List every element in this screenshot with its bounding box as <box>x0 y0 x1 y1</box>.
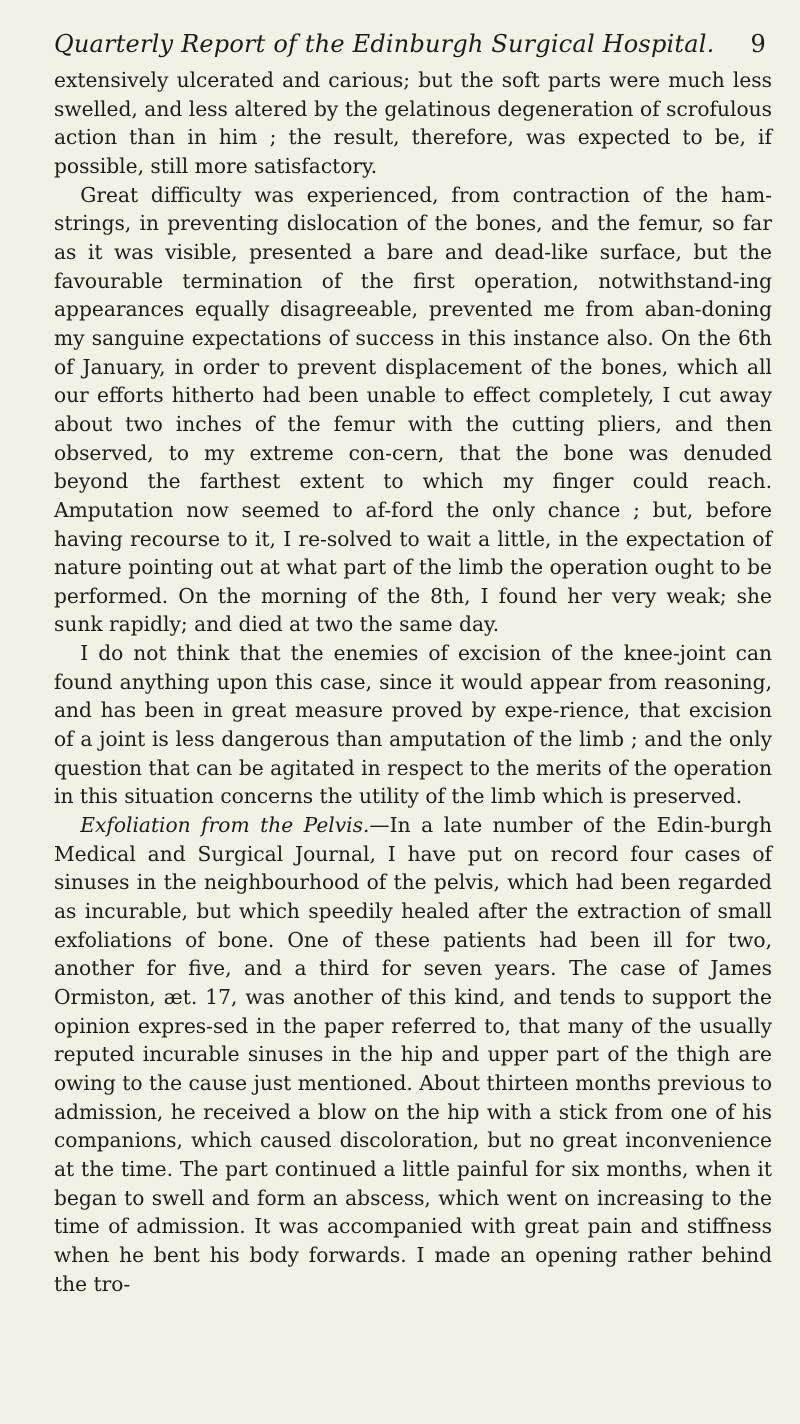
paragraph-1: extensively ulcerated and carious; but the soft parts were much less swelled, and less altered by the gelatinous degeneration of scrofulous action than in him ; the result, therefore, was expected to be, if possible, still more satisfactory. <box>54 68 772 178</box>
book-page <box>54 30 772 1410</box>
paragraph-2: Great difficulty was experienced, from contraction of the ham-strings, in preventing dislocation of the bones, and the femur, so far as it was visible, presented a bare and dead-like surface, but the favourable termination of the first operation, notwithstand-ing appearances equally disagreeable, prevented me from aban-doning my sanguine expectations of success in this instance also. On the 6th of January, in order to prevent displacement of the bones, which all our efforts hitherto had been unable to effect completely, I cut away about two inches of the femur with the cutting pliers, and then observed, to my extreme con-cern, that the bone was denuded beyond the farthest extent to which my finger could reach. Amputation now seemed to af-ford the only chance ; but, before having recourse to it, I re-solved to wait a little, in the expectation of nature pointing out at what part of the limb the operation ought to be performed. On the morning of the 8th, I found her very weak; she sunk rapidly; and died at two the same day. <box>54 182 772 637</box>
running-title: Quarterly Report of the Edinburgh Surgical Hospital. <box>54 30 715 58</box>
paragraph-4-text: —In a late number of the Edin-burgh Medical and Surgical Journal, I have put on record four cases of sinuses in the neighbourhood of the pelvis, which had been regarded as incurable, but which speedily healed after the extraction of small exfoliations of bone. One of these patients had been ill for two, another for five, and a third for seven years. The case of James Ormiston, æt. 17, was another of this kind, and tends to support the opinion expres-sed in the paper referred to, that many of the usually reputed incurable sinuses in the hip and upper part of the thigh are owing to the cause just mentioned. About thirteen months previous to admission, he received a blow on the hip with a stick from one of his companions, which caused discoloration, but no great inconvenience at the time. The part continued a little painful for six months, when it began to swell and form an abscess, which went on increasing to the time of admission. It was accompanied with great pain and stiffness when he bent his body forwards. I made an opening rather behind the tro- <box>54 813 773 1296</box>
page-number: 9 <box>750 30 766 58</box>
paragraph-3: I do not think that the enemies of excision of the knee-joint can found anything upon this case, since it would appear from reasoning, and has been in great measure proved by expe-rience, that excision of a joint is less dangerous than amputation of the limb ; and the only question that can be agitated in respect to the merits of the operation in this situation concerns the utility of the limb which is preserved. <box>54 641 772 809</box>
section-heading-exfoliation: Exfoliation from the Pelvis. <box>80 813 370 838</box>
paragraph-4 <box>54 811 772 1298</box>
running-head <box>54 30 772 58</box>
